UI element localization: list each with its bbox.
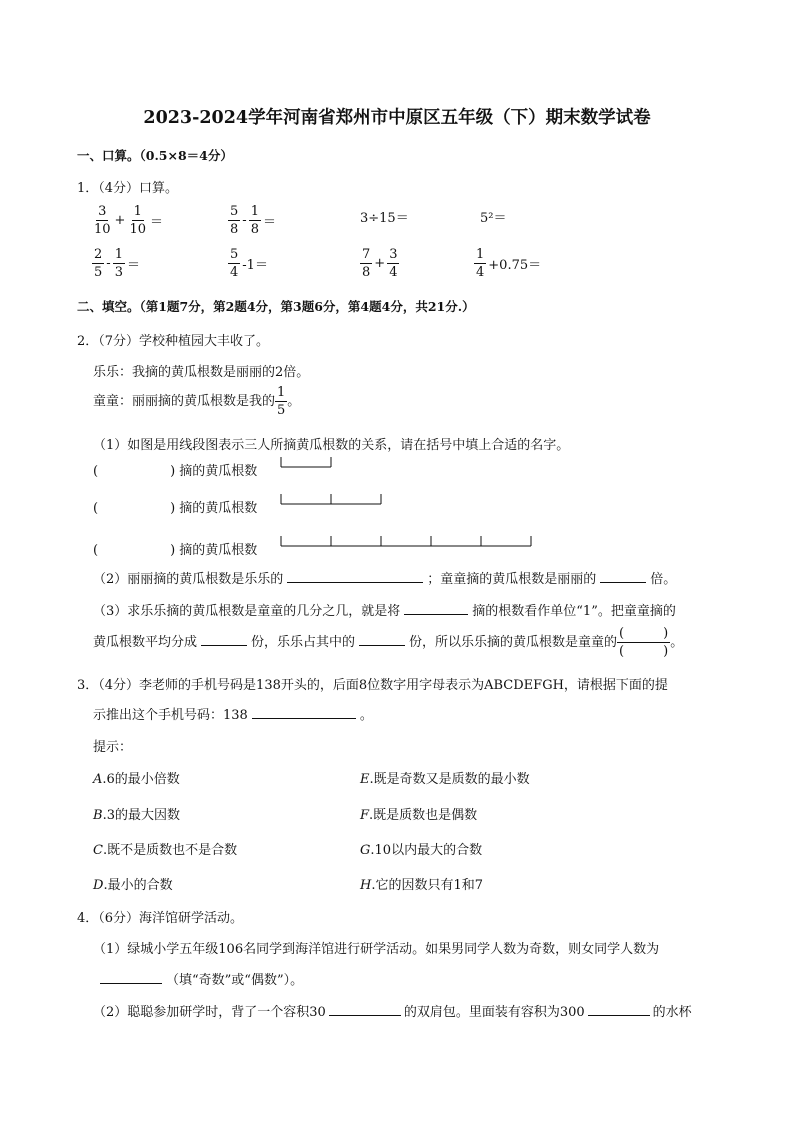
hint-c: C.既不是质数也不是合数 <box>93 843 238 858</box>
q2-sub3-line2: 黄瓜根数平均分成 份，乐乐占其中的 份，所以乐乐摘的黄瓜根数是童童的 $\frac{( )}{( )}$ 。 <box>93 626 684 659</box>
answer-blank[interactable] <box>404 601 468 615</box>
segment-bar-row-3 <box>281 536 531 546</box>
diagram-row-label: 摘的黄瓜根数 <box>179 501 258 516</box>
diagram-row-3: ( ) 摘的黄瓜根数 <box>93 543 258 558</box>
q4-sub2: （2）聪聪参加研学时，背了一个容积30 的双肩包。里面装有容积为300 的水杯 <box>93 1001 692 1020</box>
section-heading-oral: 一、口算。（0.5×8＝4分） <box>77 148 233 163</box>
answer-blank[interactable] <box>359 632 405 646</box>
hint-label: 提示： <box>93 740 133 755</box>
segment-bar-row-2 <box>281 494 381 504</box>
hint-d: D.最小的合数 <box>93 878 173 893</box>
diagram-row-2: ( ) 摘的黄瓜根数 <box>93 501 258 516</box>
hint-a: A.6的最小倍数 <box>93 772 180 787</box>
fraction: $\frac{3}{4}$ <box>389 247 398 280</box>
q2-sub1-text: （1）如图是用线段图表示三人所摘黄瓜根数的关系，请在括号中填上合适的名字。 <box>93 438 570 453</box>
diagram-row-1: ( ) 摘的黄瓜根数 <box>93 464 258 479</box>
answer-blank[interactable] <box>287 569 423 583</box>
fraction: $\frac{3}{10}$ <box>94 204 111 237</box>
line-segment-diagram <box>278 455 548 555</box>
fraction: $\frac{2}{5}$ <box>94 247 103 280</box>
fraction: $\frac{5}{8}$ <box>230 204 239 237</box>
fraction: $\frac{7}{8}$ <box>362 247 371 280</box>
question-2-label: 2．（7分）学校种植园大丰收了。 <box>77 334 270 349</box>
q2-sub2: （2）丽丽摘的黄瓜根数是乐乐的 ；童童摘的黄瓜根数是丽丽的 倍。 <box>93 568 676 587</box>
calc-item-h: $\frac{1}{4}$ +0.75＝ <box>476 247 542 280</box>
lele-statement: 乐乐：我摘的黄瓜根数是丽丽的2倍。 <box>93 365 310 380</box>
hint-e: E.既是奇数又是质数的最小数 <box>360 772 530 787</box>
answer-blank[interactable] <box>201 632 247 646</box>
calc-item-f: $\frac{5}{4}$ -1＝ <box>230 247 268 280</box>
diagram-row-label: 摘的黄瓜根数 <box>179 543 258 558</box>
calc-item-d: 5²＝ <box>480 211 507 226</box>
q4-sub1-line2: （填“奇数”或“偶数”）。 <box>100 969 303 988</box>
answer-blank[interactable] <box>100 970 162 984</box>
question-4-label: 4．（6分）海洋馆研学活动。 <box>77 911 244 926</box>
fraction: $\frac{1}{3}$ <box>114 247 123 280</box>
question-3-label: 3．（4分）李老师的手机号码是138开头的，后面8位数字用字母表示为ABCDEFGH，请根据下面的提 <box>77 678 668 693</box>
diagram-row-label: 摘的黄瓜根数 <box>179 464 258 479</box>
calc-item-c: 3÷15＝ <box>360 211 409 226</box>
hint-b: B.3的最大因数 <box>93 808 180 823</box>
calc-item-a: $\frac{3}{10}$ + $\frac{1}{10}$ ＝ <box>94 204 164 237</box>
segment-bar-row-1 <box>281 457 331 467</box>
q3-line2: 示推出这个手机号码：138 。 <box>93 704 373 723</box>
page-title: 2023-2024学年河南省郑州市中原区五年级（下）期末数学试卷 <box>143 108 651 128</box>
phone-number-blank[interactable] <box>252 705 356 719</box>
q4-sub1-line1: （1）绿城小学五年级106名同学到海洋馆进行研学活动。如果男同学人数为奇数，则女同学人数为 <box>93 942 660 957</box>
section-heading-fill: 二、填空。（第1题7分，第2题4分，第3题6分，第4题4分，共21分.） <box>77 299 475 314</box>
tongtong-statement: 童童：丽丽摘的黄瓜根数是我的 $\frac{1}{5}$ 。 <box>93 385 301 418</box>
calc-item-g: $\frac{7}{8}$ + $\frac{3}{4}$ <box>362 247 398 280</box>
calc-item-b: $\frac{5}{8}$ - $\frac{1}{8}$ ＝ <box>230 204 276 237</box>
fraction: $\frac{1}{8}$ <box>250 204 259 237</box>
fraction: $\frac{5}{4}$ <box>230 247 239 280</box>
hint-h: H.它的因数只有1和7 <box>360 878 484 893</box>
fraction: $\frac{1}{10}$ <box>129 204 146 237</box>
unit-blank[interactable] <box>588 1002 650 1016</box>
fraction: $\frac{1}{4}$ <box>476 247 485 280</box>
calc-item-e: $\frac{2}{5}$ - $\frac{1}{3}$ ＝ <box>94 247 140 280</box>
unit-blank[interactable] <box>329 1002 401 1016</box>
question-1-label: 1．（4分）口算。 <box>77 181 179 196</box>
fraction: $\frac{1}{5}$ <box>277 385 286 418</box>
answer-fraction[interactable]: $\frac{( )}{( )}$ <box>619 626 669 659</box>
answer-blank[interactable] <box>600 569 646 583</box>
q2-sub3-line1: （3）求乐乐摘的黄瓜根数是童童的几分之几，就是将 摘的根数看作单位“1”。把童童摘的 <box>93 600 676 619</box>
hint-g: G.10以内最大的合数 <box>360 843 483 858</box>
hint-f: F.既是质数也是偶数 <box>360 808 478 823</box>
